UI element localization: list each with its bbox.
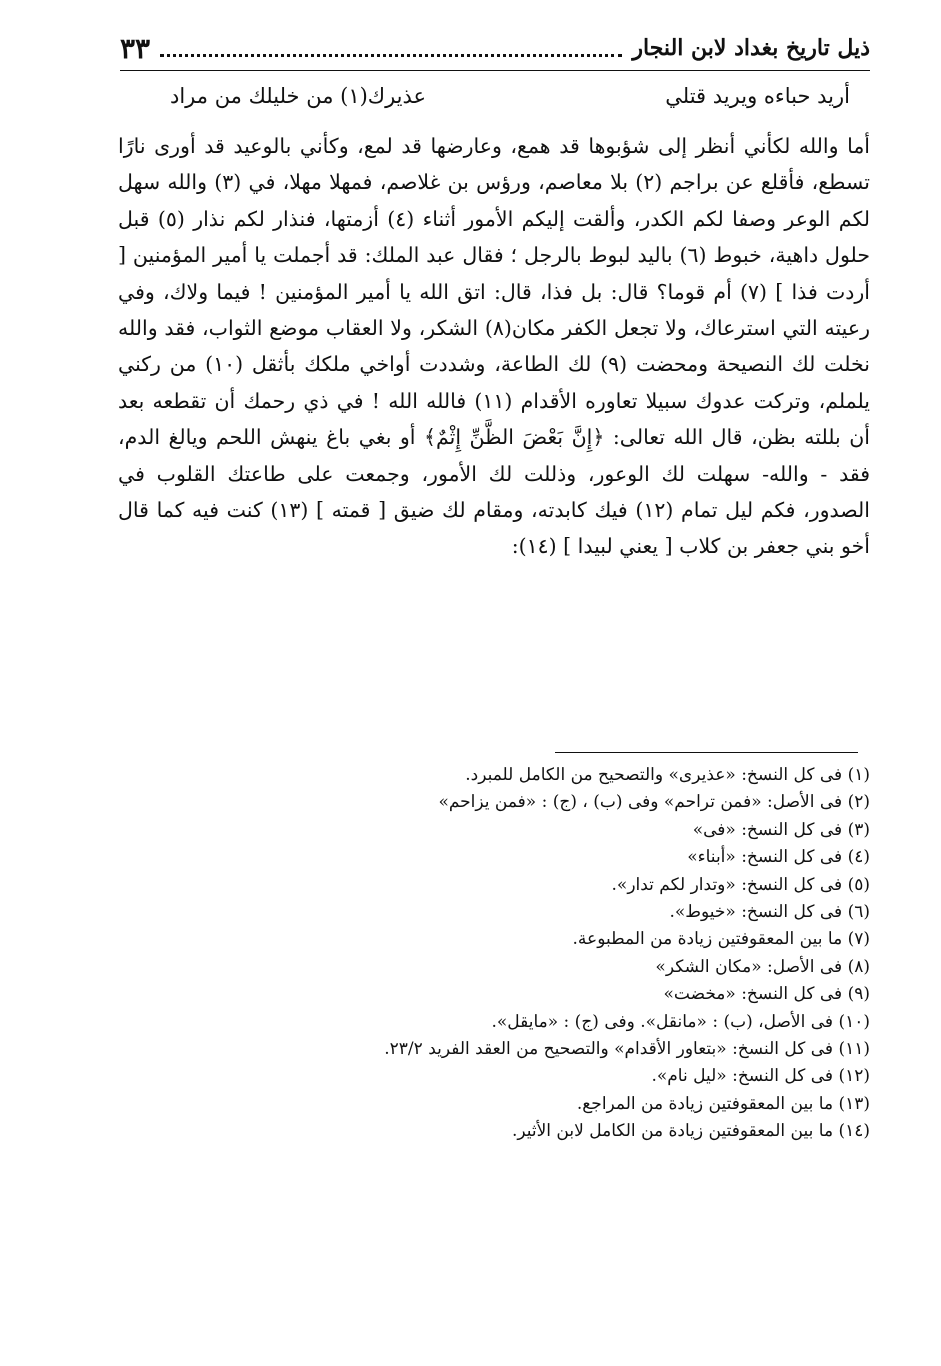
- footnote-3: (٣) فى كل النسخ: «فى»: [692, 819, 870, 840]
- footnote-11: (١١) فى كل النسخ: «بتعاور الأقدام» والتصحيح من العقد الفريد ٢٣/٢.: [384, 1039, 870, 1060]
- footnote-8: (٨) فى الأصل: «مكان الشكر»: [655, 956, 870, 977]
- footnote-10: (١٠) فى الأصل، (ب) : «مانقل». وفى (ج) : «مايقل».: [491, 1011, 870, 1032]
- footnote-5: (٥) فى كل النسخ: «وتدار لكم تدار».: [611, 874, 870, 895]
- main-text: [118, 128, 870, 565]
- footnote-14: (١٤) ما بين المعقوفتين زيادة من الكامل لابن الأثير.: [511, 1121, 870, 1142]
- footnote-2: (٢) فى الأصل: «فمن تراحم» وفى (ب) ، (ج) : «فمن يزاحم»: [438, 792, 870, 813]
- footnote-9: (٩) فى كل النسخ: «مخضت»: [663, 984, 870, 1005]
- verse-second-hemistich: عذيرك(١) من خليلك من مراد: [170, 84, 427, 108]
- verse-first-hemistich: أريد حباءه ويريد قتلي: [665, 84, 850, 108]
- footnote-13: (١٣) ما بين المعقوفتين زيادة من المراجع.: [576, 1093, 870, 1114]
- poetry-verse: [170, 76, 850, 116]
- footnote-6: (٦) فى كل النسخ: «خيوط».: [669, 902, 870, 923]
- footnote-7: (٧) ما بين المعقوفتين زيادة من المطبوعة.: [572, 929, 870, 950]
- page-number: ٣٣: [120, 31, 151, 65]
- running-header: [120, 28, 870, 71]
- footnotes: [200, 762, 870, 1146]
- footnote-12: (١٢) فى كل النسخ: «ليل نام».: [651, 1066, 870, 1087]
- footnote-4: (٤) فى كل النسخ: «أبناء»: [687, 847, 870, 868]
- footnote-separator: [555, 752, 858, 753]
- body-paragraph: أما والله لكأني أنظر إلى شؤبوها قد همع، وعارضها قد لمع، وكأني بالوعيد قد أورى نارًا تسطع، فأقلع عن براجم (٢) بلا معاصم، ورؤس بن غلاصم، فمهلا مهلا، في (٣) والله سهل لكم الوعر وصفا لكم الكدر، وألقت إليكم الأمور أثناء (٤) أزمتها، فنذار لكم نذار (٥) قبل حلول داهية، خبوط (٦) باليد لبوط بالرجل ؛ فقال عبد الملك: قد أجملت يا أمير المؤمنين [ أردت فذا ] (٧) أم قوما؟ قال: بل فذا، قال: اتق الله يا أمير المؤمنين ! فيما ولاك، وفي رعيته التي استرعاك، ولا تجعل الكفر مكان(٨) الشكر، ولا العقاب موضع الثواب، فقد والله نخلت لك النصيحة ومحضت (٩) لك الطاعة، وشددت أواخي ملكك بأثقل (١٠) من ركني يلملم، وتركت عدوك سبيلا تعاوره الأقدام (١١) فالله الله ! في ذي رحمك أن تقطعه بعد أن بللته بظن، قال الله تعالى: ﴿إِنَّ بَعْضَ الظَّنِّ إِثْمٌ﴾ أو بغي باغ ينهش اللحم ويالغ الدم، فقد - والله- سهلت لك الوعور، وذللت لك الأمور، وجمعت على طاعتك القلوب في الصدور، فكم ليل تمام (١٢) فيك كابدته، ومقام لك ضيق [ قمته ] (١٣) كنت فيه كما قال أخو بني جعفر بن كلاب [ يعني لبيدا ] (١٤):: [118, 134, 871, 559]
- header-dot-leader: [160, 40, 622, 57]
- footnote-1: (١) فى كل النسخ: «عذيرى» والتصحيح من الكامل للمبرد.: [465, 765, 870, 785]
- book-title: ذيل تاريخ بغداد لابن النجار: [632, 35, 870, 61]
